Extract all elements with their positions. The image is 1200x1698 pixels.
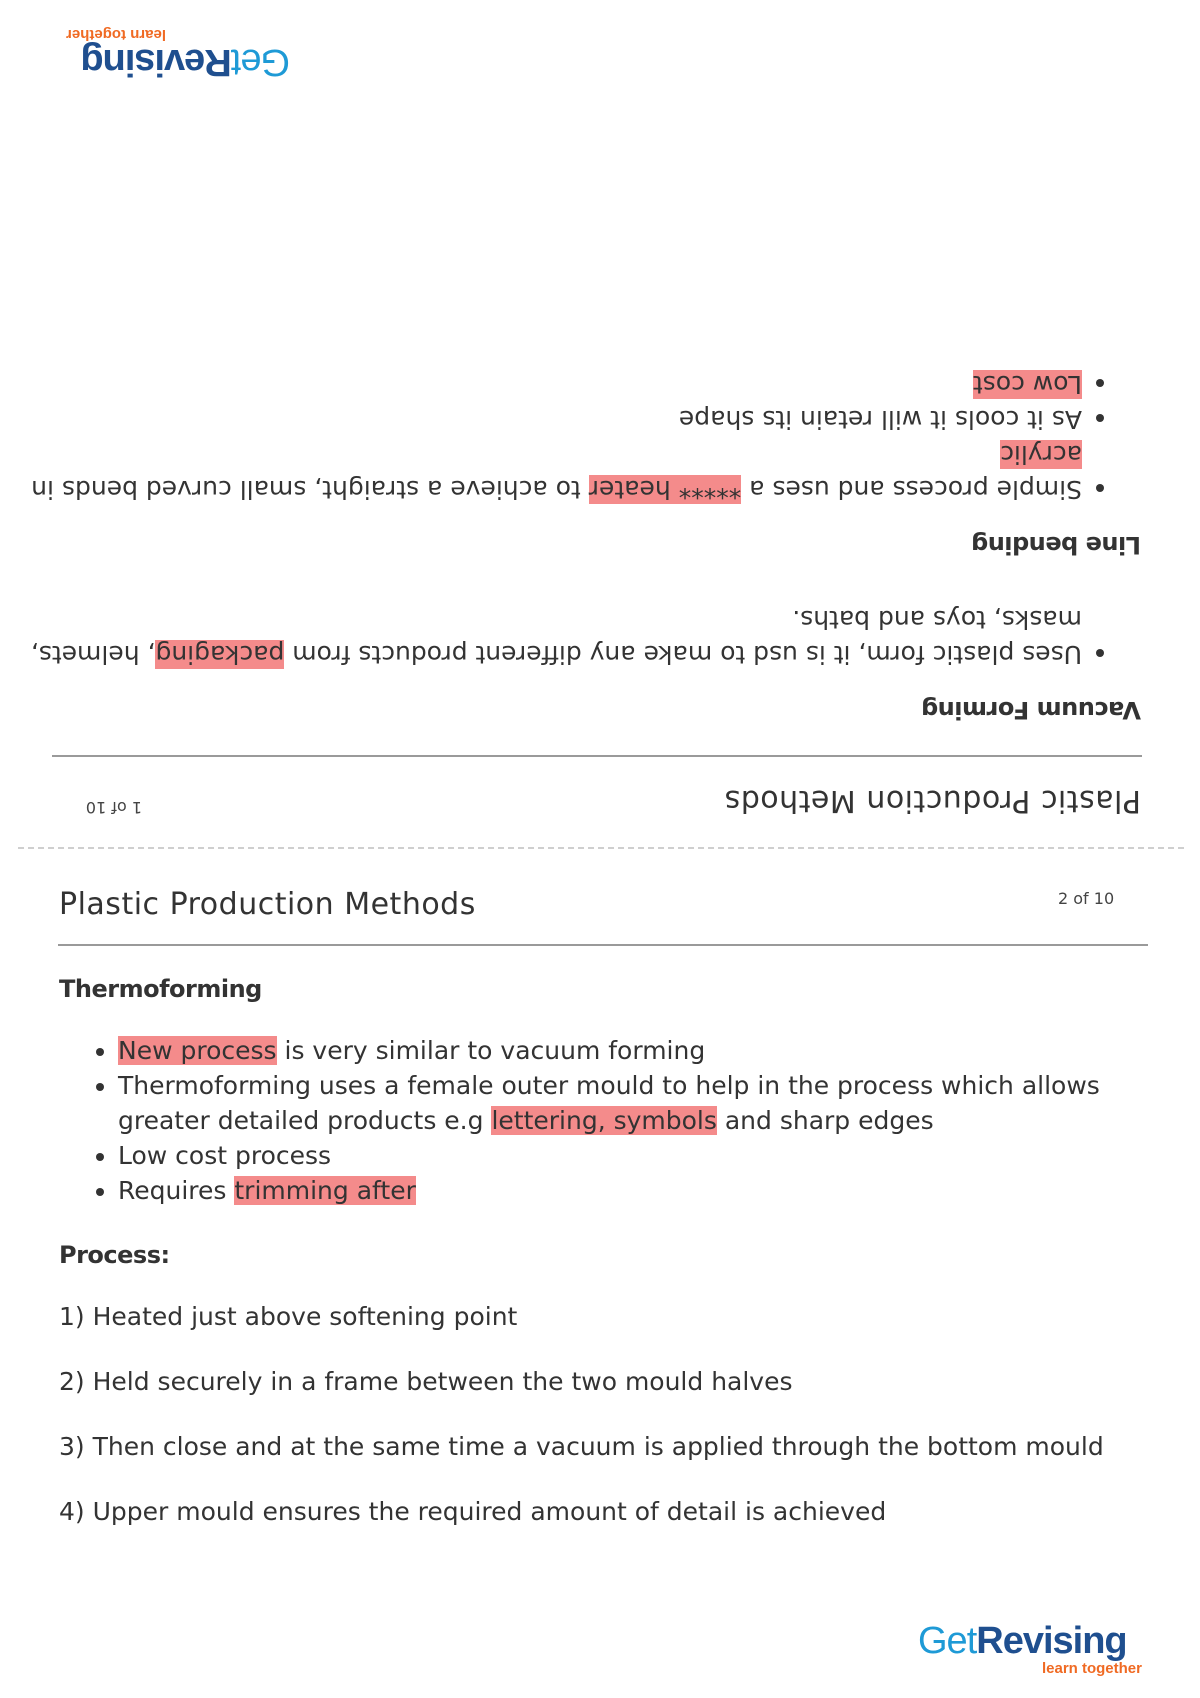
bullet-item — [118, 1138, 1178, 1173]
highlighted-text: acrylic — [1000, 440, 1082, 469]
process-step-2: 2) Held securely in a frame between the two mould halves — [59, 1367, 793, 1396]
bullet-item — [22, 402, 1082, 437]
bullet-text: Thermoforming uses a female outer mould to help in the process which allows greater detailed products e.g — [118, 1071, 1100, 1135]
logo-get-text: Get — [918, 1620, 977, 1662]
bullet-text: Low cost process — [118, 1141, 332, 1170]
logo-tagline: learn together — [1041, 1660, 1142, 1677]
bullet-text: Uses plastic form, it is usd to make any different products from — [284, 640, 1082, 669]
process-step-4: 4) Upper mould ensures the required amount of detail is achieved — [59, 1497, 887, 1526]
highlighted-text: Low cost — [972, 370, 1082, 399]
process-step-3: 3) Then close and at the same time a vacuum is applied through the bottom mould — [59, 1432, 1104, 1461]
section-heading-thermoforming: Thermoforming — [59, 975, 262, 1003]
header-divider — [52, 755, 1142, 757]
bullet-item — [22, 602, 1082, 672]
page-title: Plastic Production Methods — [724, 783, 1141, 818]
thermoforming-list — [60, 1033, 1178, 1208]
highlighted-text: New process — [118, 1036, 277, 1065]
page-number: 2 of 10 — [1058, 889, 1115, 908]
getrevising-logo — [918, 1620, 1148, 1690]
bullet-item — [118, 1033, 1178, 1068]
page-title: Plastic Production Methods — [59, 887, 476, 922]
section-heading-vacuum-forming: Vacuum Forming — [921, 696, 1141, 724]
process-step-1: 1) Heated just above softening point — [59, 1302, 518, 1331]
bullet-text: Simple process and uses a — [741, 475, 1082, 504]
vacuum-forming-list — [22, 602, 1140, 672]
logo-revising-text: Revising — [81, 41, 232, 83]
bullet-text: , helmets, masks, toys and baths. — [30, 605, 1082, 669]
bullet-item — [118, 1173, 1178, 1208]
bullet-text: and sharp edges — [716, 1106, 934, 1135]
line-bending-list — [22, 367, 1140, 507]
highlighted-text: ***** heater — [588, 475, 742, 504]
section-heading-line-bending: Line bending — [971, 531, 1141, 559]
bullet-text: is very similar to vacuum forming — [276, 1036, 706, 1065]
page-number: 1 of 10 — [85, 798, 142, 817]
highlighted-text: trimming after — [234, 1176, 416, 1205]
page-2 — [0, 849, 1200, 1698]
logo-revising-text: Revising — [976, 1620, 1127, 1662]
highlighted-text: lettering, symbols — [491, 1106, 717, 1135]
logo-tagline: learn together — [66, 26, 167, 43]
bullet-item — [22, 367, 1082, 402]
bullet-item — [22, 437, 1082, 507]
header-divider — [58, 944, 1148, 946]
process-heading: Process: — [59, 1241, 170, 1269]
bullet-item — [118, 1068, 1178, 1138]
bullet-text: to achieve a straight, small curved bends in — [31, 475, 589, 504]
bullet-text: As it cools it will retain its shape — [678, 405, 1082, 434]
highlighted-text: packaging — [155, 640, 285, 669]
bullet-text: Requires — [118, 1176, 235, 1205]
logo-get-text: Get — [231, 41, 290, 83]
getrevising-logo — [60, 13, 290, 83]
